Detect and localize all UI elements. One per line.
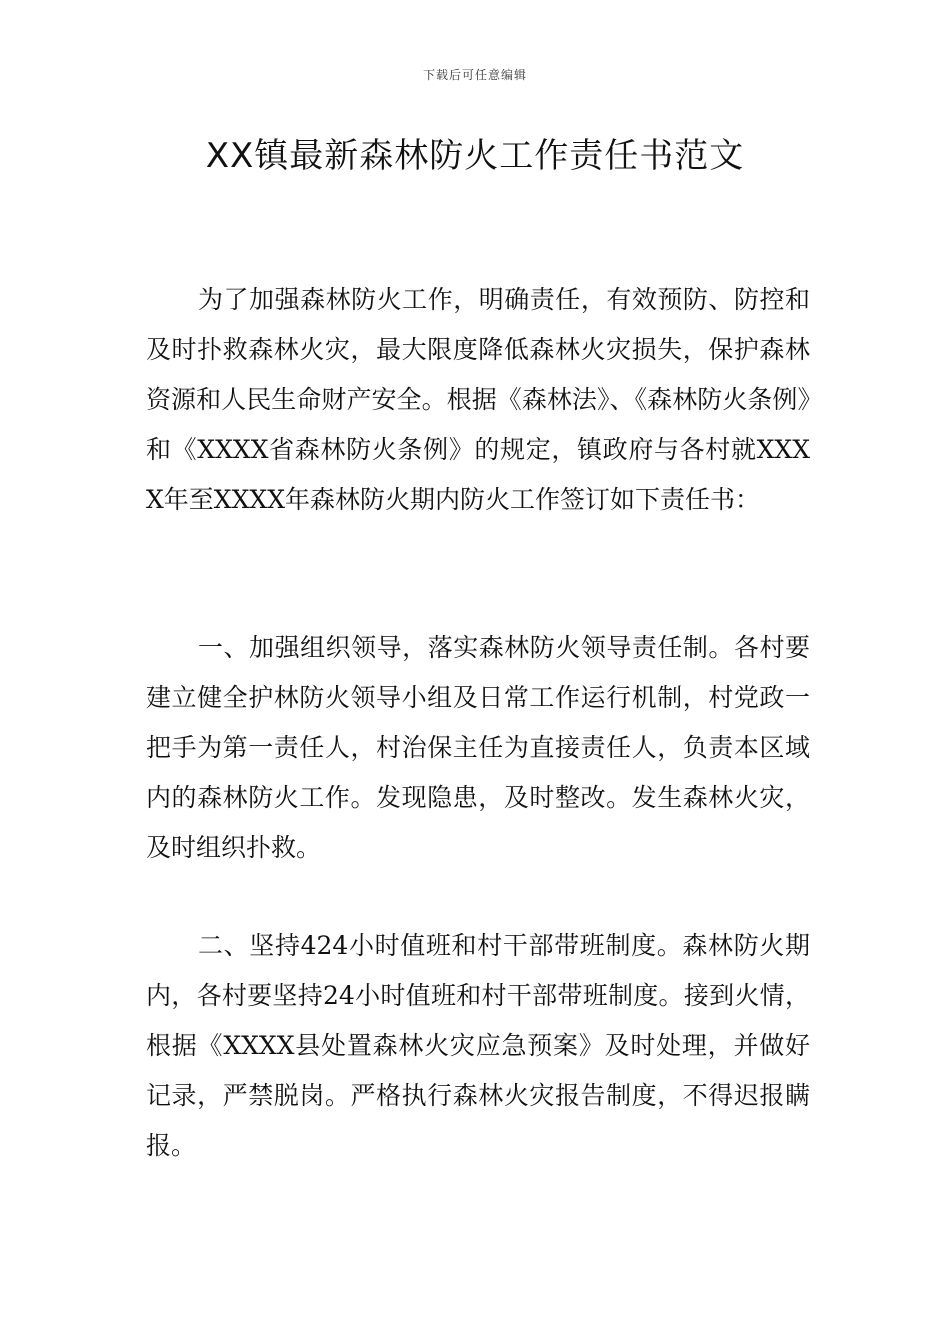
paragraph-two-block: [146, 921, 810, 1171]
paragraph-one-block: [146, 623, 810, 873]
header-note: 下载后可任意编辑: [422, 68, 527, 82]
paragraph-intro: 为了加强森林防火工作，明确责任，有效预防、防控和及时扑救森林火灾，最大限度降低森林火灾损失，保护森林资源和人民生命财产安全。根据《森林法》、《森林防火条例》和《XXXX省森林防火条例》的规定，镇政府与各村就XXXX年至XXXX年森林防火期内防火工作签订如下责任书：: [146, 285, 810, 514]
paragraph-organization-leadership: 一、加强组织领导，落实森林防火领导责任制。各村要建立健全护林防火领导小组及日常工作运行机制，村党政一把手为第一责任人，村治保主任为直接责任人，负责本区域内的森林防火工作。发现隐患，及时整改。发生森林火灾，及时组织扑救。: [146, 633, 810, 862]
document-title: XX镇最新森林防火工作责任书范文: [205, 136, 745, 176]
paragraph-duty-system: 二、坚持424小时值班和村干部带班制度。森林防火期内，各村要坚持24小时值班和村干部带班制度。接到火情，根据《XXXX县处置森林火灾应急预案》及时处理，并做好记录，严禁脱岗。严格执行森林火灾报告制度，不得迟报瞒报。: [146, 931, 810, 1160]
paragraph-intro-block: [146, 275, 810, 525]
